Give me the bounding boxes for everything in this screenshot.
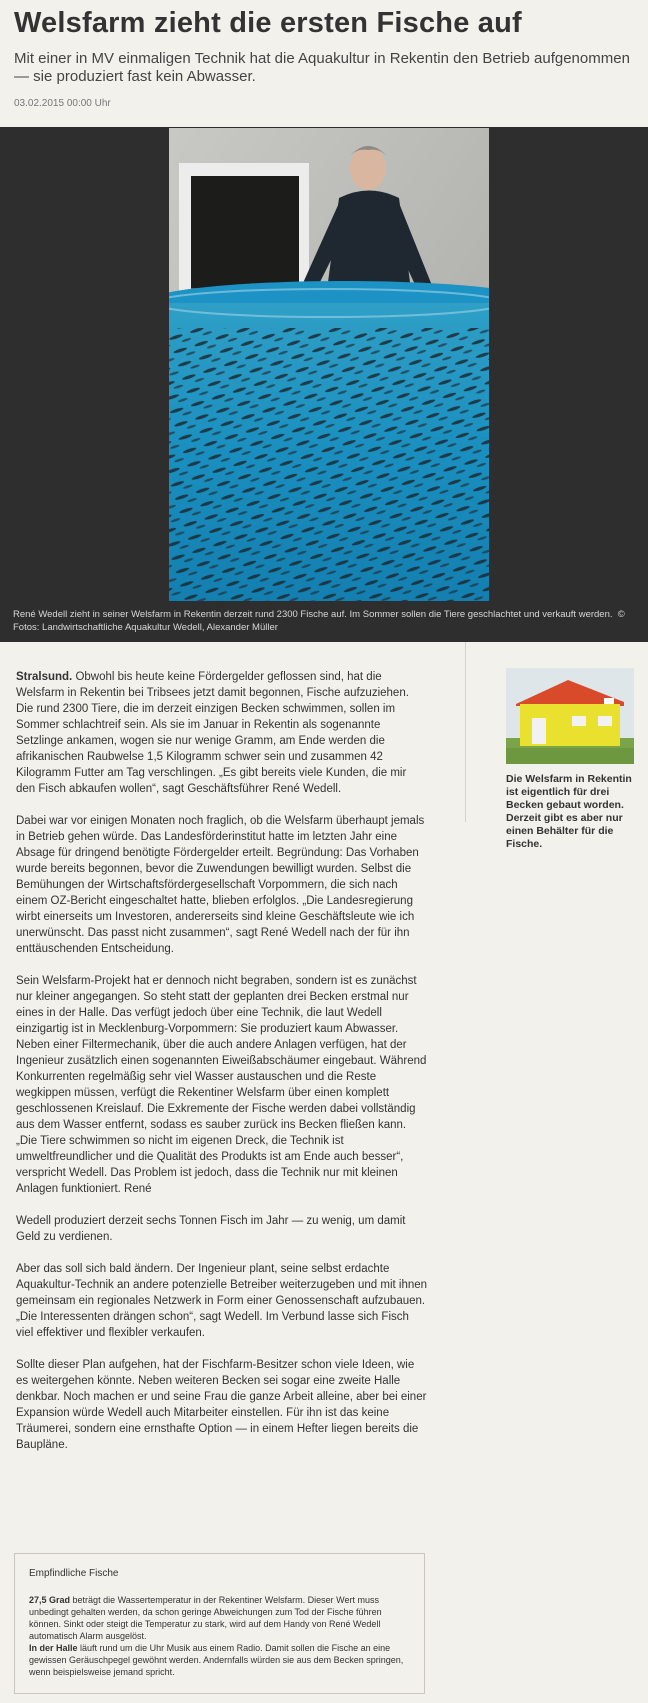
paragraph: Wedell produziert derzeit sechs Tonnen Fisch im Jahr — zu wenig, um damit Geld zu verdienen. [16, 1215, 406, 1243]
info-box [14, 1553, 425, 1694]
hero-caption [13, 608, 633, 634]
paragraph [16, 669, 428, 797]
photo-credit: © Fotos: Landwirtschaftliche Aquakultur Wedell, Alexander Müller [13, 609, 625, 633]
teaser: Mit einer in MV einmaligen Technik hat die Aquakultur in Rekentin den Betrieb aufgenommen — sie produziert fast kein Abwasser. [14, 50, 630, 85]
info-lead-hall: In der Halle [29, 1643, 78, 1653]
info-box-body [29, 1594, 410, 1678]
headline: Welsfarm zieht die ersten Fische auf [14, 7, 522, 39]
info-lead-temperature: 27,5 Grad [29, 1595, 71, 1605]
hero-gallery [0, 127, 648, 642]
paragraph: Sollte dieser Plan aufgehen, hat der Fischfarm-Besitzer schon viele Ideen, wie es weitergehen könnte. Neben weiteren Becken sei sogar eine zweite Halle denkbar. Noch machen er und seine Frau die ganze Arbeit alleine, aber bei einer Expansion würde Wedell auch Mitarbeiter einstellen. Für ihn ist das keine Träumerei, sondern eine ernsthafte Option — in einem Hefter liegen bereits die Baupläne. [16, 1359, 427, 1451]
paragraph: Sein Welsfarm-Projekt hat er dennoch nicht begraben, sondern ist es zunächst nur kleiner angegangen. So steht statt der geplanten drei Becken erstmal nur eines in der Halle. Das verfügt jedoch über eine Technik, die laut Wedell einzigartig ist in Mecklenburg-Vorpommern: Sie produziert kaum Abwasser. Neben einer Filtermechanik, über die auch andere Anlagen verfügen, hat der Ingenieur zusätzlich einen sogenannten Eiweißabschäumer eingebaut. Während Konkurrenten regelmäßig sehr viel Wasser austauschen und die Reste wegkippen müssen, verfügt die Rekentiner Welsfarm über einen komplett geschlossenen Kreislauf. Die Exkremente der Fische werden dabei vollständig aus dem Wasser entfernt, sodass es sauber zurück ins Becken fließen kann. „Die Tiere schwimmen so nicht im eigenen Dreck, die Technik ist umweltfreundlicher und die Qualität des Produkts ist am Ende auch besser“, verspricht Wedell. Das Problem ist jedoch, dass die Technik nur mit kleinen Anlagen funktioniert. René [16, 975, 427, 1195]
article-body [16, 669, 428, 1469]
paragraph-text: Obwohl bis heute keine Fördergelder geflossen sind, hat die Welsfarm in Rekentin bei Tribsees jetzt damit begonnen, Fische aufzuziehen. Die rund 2300 Tiere, die im derzeit einzigen Becken schwimmen, sollen im Sommer schlachtreif sein. Als sie im Januar in Rekentin als sogenannte Setzlinge ankamen, wogen sie nur wenige Gramm, am Ende werden die afrikanischen Raubwelse 1,5 Kilogramm schwer sein und zusammen 42 Kilogramm Futter am Tag verschlingen. „Es gibt bereits viele Kunden, die mir den Fisch abkaufen wollen“, sagt Geschäftsführer René Wedell. [16, 671, 409, 795]
hero-caption-text: René Wedell zieht in seiner Welsfarm in Rekentin derzeit rund 2300 Fische auf. Im Sommer sollen die Tiere geschlachtet und verkauft werden. [13, 609, 613, 620]
publish-date: 03.02.2015 00:00 Uhr [14, 98, 111, 109]
column-divider [465, 642, 466, 822]
sidebar-figure [506, 668, 634, 851]
hero-photo[interactable] [169, 128, 489, 601]
paragraph: Aber das soll sich bald ändern. Der Ingenieur plant, seine selbst erdachte Aquakultur-Technik an andere potenzielle Betreiber weiterzugeben und mit ihnen gemeinsam ein regionales Netzwerk in Form einer Genossenschaft aufzubauen. „Die Interessenten drängen schon“, sagt Wedell. Im Verbund lasse sich Fisch viel effektiver und flexibler verkaufen. [16, 1263, 428, 1339]
dateline: Stralsund. [16, 671, 73, 683]
info-box-title: Empfindliche Fische [29, 1568, 119, 1579]
article-header [0, 0, 648, 126]
sidebar-caption: Die Welsfarm in Rekentin ist eigentlich für drei Becken gebaut worden. Derzeit gibt es aber nur einen Behälter für die Fische. [506, 773, 632, 850]
paragraph: Dabei war vor einigen Monaten noch fraglich, ob die Welsfarm überhaupt jemals in Betrieb gehen würde. Das Landesförderinstitut hatte im letzten Jahr eine Absage für dringend benötigte Fördergelder erteilt. Begründung: Das Vorhaben wurde bereits begonnen, bevor die Zuwendungen bewilligt wurden. Selbst die Bemühungen der Wirtschaftsfördergesellschaft Vorpommern, die sich nach einem OZ-Bericht eingeschaltet hatte, blieben erfolglos. „Die Landesregierung wirbt einerseits um Investoren, andererseits sind kleine Geschäftsleute wie ich unerwünscht. Das passt nicht zusammen“, sagt René Wedell nach der für ihn enttäuschenden Entscheidung. [16, 815, 425, 955]
info-text-hall: läuft rund um die Uhr Musik aus einem Radio. Damit sollen die Fische an eine gewissen Geräuschpegel gewöhnt werden. Andernfalls würden sie aus dem Becken springen, wenn beispielsweise jemand spricht. [29, 1643, 404, 1677]
info-text-temperature: beträgt die Wassertemperatur in der Rekentiner Welsfarm. Dieser Wert muss unbedingt gehalten werden, da schon geringe Abweichungen zum Tod der Fische führen können. Sinkt oder steigt die Temperatur zu stark, wird auf dem Handy von René Wedell automatisch Alarm ausgelöst. [29, 1595, 382, 1641]
sidebar-photo[interactable] [506, 668, 634, 764]
